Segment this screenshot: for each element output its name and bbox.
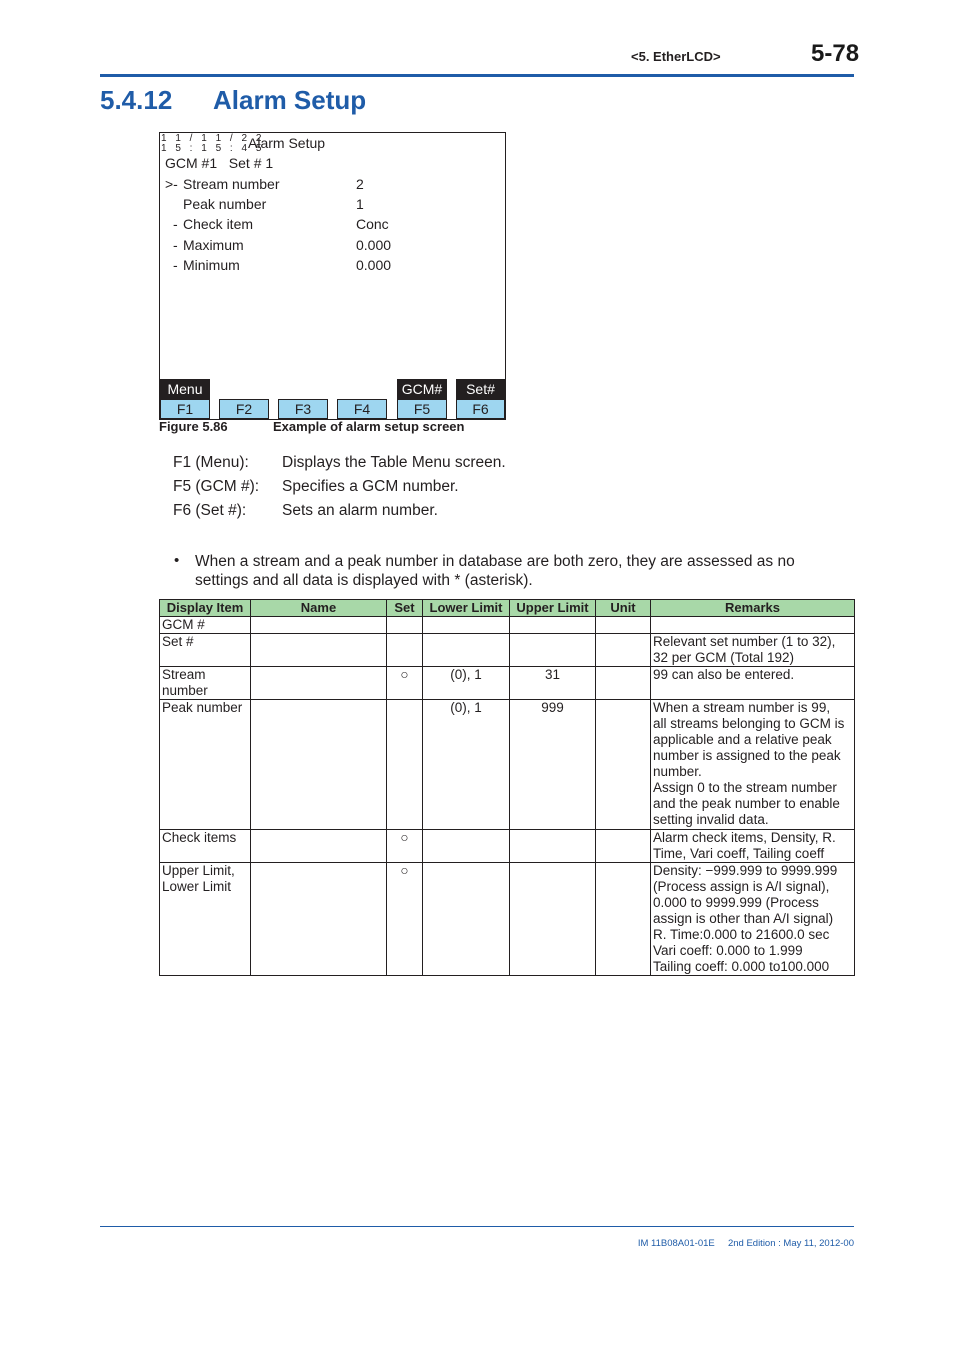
screen-title: Alarm Setup bbox=[248, 135, 326, 151]
row-value: 0.000 bbox=[356, 237, 392, 253]
cell-display-item: Peak number bbox=[160, 700, 251, 830]
note-text: When a stream and a peak number in database are both zero, they are assessed as no settings and all data is displayed with * (asterisk). bbox=[195, 553, 795, 589]
cell-remarks: Relevant set number (1 to 32), 32 per GCM (Total 192) bbox=[651, 634, 855, 667]
row-label: Stream number bbox=[183, 176, 280, 192]
f5-key[interactable]: F5 bbox=[397, 399, 447, 419]
fkey-desc-text: Sets an alarm number. bbox=[282, 502, 438, 519]
row-label: Peak number bbox=[183, 196, 267, 212]
table-row bbox=[160, 700, 855, 830]
cell-display-item: Stream number bbox=[160, 667, 251, 700]
cell-name bbox=[251, 634, 387, 667]
fkey-desc-key: F6 (Set #): bbox=[173, 502, 247, 519]
header-rule bbox=[100, 74, 854, 77]
softkey-set[interactable]: Set# bbox=[456, 379, 505, 399]
cell-lower-limit bbox=[423, 617, 510, 634]
cell-unit bbox=[596, 830, 651, 863]
cell-name bbox=[251, 617, 387, 634]
table-header-row bbox=[160, 600, 855, 617]
cell-unit bbox=[596, 617, 651, 634]
table-row bbox=[160, 617, 855, 634]
f6-key[interactable]: F6 bbox=[456, 399, 505, 419]
alarm-setup-table bbox=[159, 599, 855, 976]
cell-set: ○ bbox=[387, 863, 423, 976]
row-label: Check item bbox=[183, 216, 254, 232]
cell-unit bbox=[596, 667, 651, 700]
row-value: 1 bbox=[356, 196, 364, 212]
cell-name bbox=[251, 667, 387, 700]
fkey-desc-key: F1 (Menu): bbox=[173, 454, 249, 471]
row-value: Conc bbox=[356, 216, 389, 232]
cell-name bbox=[251, 863, 387, 976]
header-unit: Unit bbox=[596, 600, 651, 617]
header-name: Name bbox=[251, 600, 387, 617]
row-value: 2 bbox=[356, 176, 364, 192]
edition: 2nd Edition : May 11, 2012-00 bbox=[727, 1238, 854, 1249]
cell-upper-limit bbox=[510, 617, 596, 634]
softkey-gcm[interactable]: GCM# bbox=[397, 379, 447, 399]
cell-unit bbox=[596, 634, 651, 667]
cell-lower-limit bbox=[423, 863, 510, 976]
cell-name bbox=[251, 830, 387, 863]
figure-caption: Example of alarm setup screen bbox=[273, 419, 465, 434]
cell-lower-limit bbox=[423, 634, 510, 667]
fkey-desc-text: Displays the Table Menu screen. bbox=[282, 454, 506, 471]
cell-display-item: Upper Limit, Lower Limit bbox=[160, 863, 251, 976]
cell-remarks: When a stream number is 99, all streams belonging to GCM is applicable and a relative peak number is assigned to the peak number. Assign 0 to the stream number and the peak number to enable setting invalid data. bbox=[651, 700, 855, 830]
footer-rule bbox=[100, 1226, 854, 1227]
chapter-label: <5. EtherLCD> bbox=[631, 49, 721, 64]
cell-set bbox=[387, 634, 423, 667]
header-remarks: Remarks bbox=[651, 600, 855, 617]
cell-unit bbox=[596, 700, 651, 830]
f2-key[interactable]: F2 bbox=[219, 399, 269, 419]
table-row bbox=[160, 667, 855, 700]
cursor-indicator: >- bbox=[165, 176, 178, 192]
cell-unit bbox=[596, 863, 651, 976]
footer-text bbox=[600, 1238, 854, 1249]
cell-remarks bbox=[651, 617, 855, 634]
cell-upper-limit bbox=[510, 863, 596, 976]
cell-upper-limit bbox=[510, 830, 596, 863]
table-row bbox=[160, 634, 855, 667]
cell-display-item: GCM # bbox=[160, 617, 251, 634]
f1-key[interactable]: F1 bbox=[160, 399, 210, 419]
alarm-setup-screen bbox=[159, 132, 506, 420]
cell-remarks: Alarm check items, Density, R. Time, Vari coeff, Tailing coeff bbox=[651, 830, 855, 863]
row-value: 0.000 bbox=[356, 257, 392, 273]
row-label: Maximum bbox=[183, 237, 244, 253]
row-dash: - bbox=[173, 257, 178, 273]
cell-lower-limit: (0), 1 bbox=[423, 700, 510, 830]
f4-key[interactable]: F4 bbox=[337, 399, 387, 419]
fkey-desc-key: F5 (GCM #): bbox=[173, 478, 260, 495]
screen-date: 1 1 / 1 1 / 2 2 bbox=[161, 133, 265, 144]
fkey-desc-text: Specifies a GCM number. bbox=[282, 478, 459, 495]
f3-key[interactable]: F3 bbox=[278, 399, 328, 419]
header-set: Set bbox=[387, 600, 423, 617]
header-display-item: Display Item bbox=[160, 600, 251, 617]
cell-remarks: 99 can also be entered. bbox=[651, 667, 855, 700]
cell-set: ○ bbox=[387, 830, 423, 863]
screen-time: 1 5 : 1 5 : 4 5 bbox=[161, 143, 265, 154]
table-row bbox=[160, 863, 855, 976]
header-upper-limit: Upper Limit bbox=[510, 600, 596, 617]
cell-set: ○ bbox=[387, 667, 423, 700]
row-label: Minimum bbox=[183, 257, 240, 273]
screen-subheader: GCM #1 Set # 1 bbox=[165, 155, 274, 171]
cell-remarks: Density: −999.999 to 9999.999 (Process assign is A/I signal), 0.000 to 9999.999 (Process assign is other than A/I signal) R. Time:0.000 to 21600.0 sec Vari coeff: 0.000 to 1.999 Tailing coeff: 0.000 to100.000 bbox=[651, 863, 855, 976]
cell-upper-limit bbox=[510, 634, 596, 667]
doc-id: IM 11B08A01-01E bbox=[637, 1238, 715, 1249]
section-title: Alarm Setup bbox=[213, 85, 367, 115]
cell-upper-limit: 999 bbox=[510, 700, 596, 830]
section-number: 5.4.12 bbox=[100, 85, 173, 115]
page-number: 5-78 bbox=[811, 40, 860, 67]
cell-lower-limit: (0), 1 bbox=[423, 667, 510, 700]
cell-upper-limit: 31 bbox=[510, 667, 596, 700]
cell-lower-limit bbox=[423, 830, 510, 863]
softkey-menu[interactable]: Menu bbox=[160, 379, 210, 399]
table-row bbox=[160, 830, 855, 863]
cell-set bbox=[387, 617, 423, 634]
cell-display-item: Check items bbox=[160, 830, 251, 863]
cell-set bbox=[387, 700, 423, 830]
header-lower-limit: Lower Limit bbox=[423, 600, 510, 617]
cell-display-item: Set # bbox=[160, 634, 251, 667]
figure-label: Figure 5.86 bbox=[159, 419, 228, 434]
cell-name bbox=[251, 700, 387, 830]
row-dash: - bbox=[173, 216, 178, 232]
bullet-icon: • bbox=[174, 552, 180, 569]
row-dash: - bbox=[173, 237, 178, 253]
